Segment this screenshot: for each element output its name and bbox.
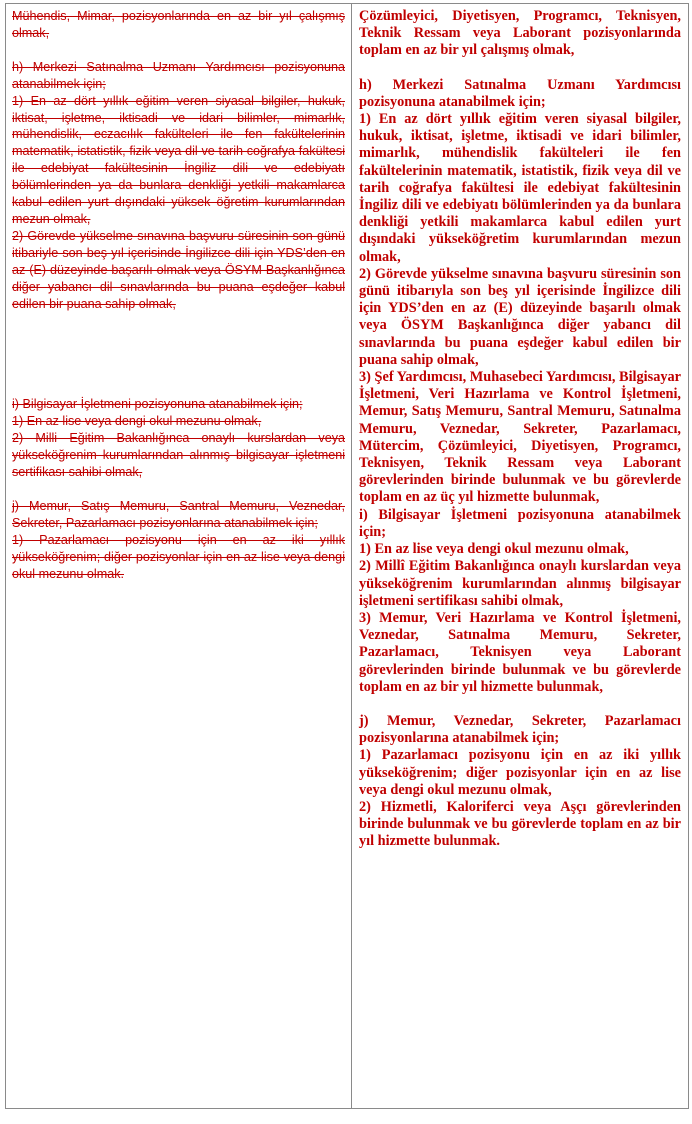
old-heading-i: i) Bilgisayar İşletmeni pozisyonuna atanabilmek için; [12, 397, 303, 412]
old-heading-j: j) Memur, Satış Memuru, Santral Memuru, Veznedar, Sekreter, Pazarlamacı pozisyonlarına atanabilmek için; [12, 498, 345, 530]
new-item-j2: 2) Hizmetli, Kaloriferci veya Aşçı görevlerinden birinde bulunmak ve bu görevlerde toplam en az bir yıl hizmette bulunmak. [359, 798, 681, 850]
new-heading-h: h) Merkezi Satınalma Uzmanı Yardımcısı pozisyonuna atanabilmek için; [359, 76, 681, 110]
old-item-i2: 2) Milli Eğitim Bakanlığınca onaylı kurslardan veya yükseköğrenim kurumlarından alınmış bilgisayar işletmeni sertifikası sahibi olmak, [12, 431, 345, 480]
new-item-i2: 2) Millî Eğitim Bakanlığınca onaylı kurslardan veya yükseköğrenim kurumlarından alınmış bilgisayar işletmeni sertifikası sahibi olmak, [359, 558, 681, 609]
old-heading-h: h) Merkezi Satınalma Uzmanı Yardımcısı pozisyonuna atanabilmek için; [12, 59, 345, 91]
new-item-h2: 2) Görevde yükselme sınavına başvuru süresinin son günü itibarıyla son beş yıl içerisinde İngilizce dili için YDS’den en az (E) düzeyinde başarılı olmak veya ÖSYM Başkanlığınca diğer yabancı dil sınavlarında bu puana eşdeğer kabul edilen bir puana sahip olmak, [359, 265, 681, 368]
column-divider [351, 3, 352, 1109]
old-item-j1: 1) Pazarlamacı pozisyonu için en az iki yıllık yükseköğrenim; diğer pozisyonlar için en az lise veya dengi okul mezunu olmak. [12, 532, 345, 581]
new-paragraph-analyst: Çözümleyici, Diyetisyen, Programcı, Teknisyen, Teknik Ressam veya Laborant pozisyonlarında toplam en az bir yıl çalışmış olmak, [359, 8, 681, 59]
old-item-h2: 2) Görevde yükselme sınavına başvuru süresinin son günü itibariyle son beş yıl içerisinde İngilizce dili için YDS’den en az (E) düzeyinde başarılı olmak veya ÖSYM Başkanlığınca diğer yabancı dil sınavlarında bu puana eşdeğer kabul edilen bir puana sahip olmak, [12, 228, 345, 311]
new-item-h3: 3) Şef Yardımcısı, Muhasebeci Yardımcısı, Bilgisayar İşletmeni, Veri Hazırlama ve Kontrol İşletmeni, Memur, Satış Memuru, Santral Memuru, Satınalma Memuru, Veznedar, Sekreter, Pazarlamacı, Mütercim, Çözümleyici, Diyetisyen, Programcı, Teknisyen, Teknik Ressam veya Laborant görevlerinden birinde bulunmak ve bu görevlerde toplam en az üç yıl hizmette bulunmak, [359, 369, 681, 506]
new-item-j1: 1) Pazarlamacı pozisyonu için en az iki yıllık yükseköğrenim; diğer pozisyonlar için en az lise veya dengi okul mezunu olmak, [359, 747, 681, 798]
old-item-h1: 1) En az dört yıllık eğitim veren siyasal bilgiler, hukuk, iktisat, işletme, iktisadi ve idari bilimler, mimarlık, mühendislik, eczacılık fakülteleri ile fen fakültelerinin matematik, istatistik, fizik veya dil ve tarih coğrafya fakültesi ile edebiyat fakültesinin İngiliz dili ve edebiyatı bölümlerinden ya da bunlara denkliği yetkili makamlarca kabul edilen yurt dışındaki yüksek öğretim kurumlarından mezun olmak, [12, 93, 345, 226]
new-text-column [359, 8, 681, 851]
old-paragraph-engineer: Mühendis, Mimar, pozisyonlarında en az bir yıl çalışmış olmak, [12, 9, 345, 40]
new-item-h1: 1) En az dört yıllık eğitim veren siyasal bilgiler, hukuk, iktisat, işletme, iktisadi ve idari bilimler, mimarlık, mühendislik fakülteleri ile fen fakültelerinin matematik, istatistik, fizik veya dil ve tarih coğrafya fakültesi ile edebiyat fakültesinin İngiliz dili ve edebiyatı bölümlerinden ya da bunlara denkliği yetkili makamlarca kabul edilen yurt dışındaki yükseköğretim kurumlarından mezun olmak, [359, 111, 681, 265]
new-heading-i: i) Bilgisayar İşletmeni pozisyonuna atanabilmek için; [359, 506, 681, 540]
old-item-i1: 1) En az lise veya dengi okul mezunu olmak, [12, 414, 262, 429]
new-item-i3: 3) Memur, Veri Hazırlama ve Kontrol İşletmeni, Veznedar, Satınalma Memuru, Sekreter, Pazarlamacı, Teknisyen veya Laborant görevlerinden birinde bulunmak ve bu görevlerde toplam en az bir yıl hizmette bulunmak, [359, 609, 681, 695]
old-text-column [12, 8, 345, 582]
new-item-i1: 1) En az lise veya dengi okul mezunu olmak, [359, 541, 629, 558]
new-heading-j: j) Memur, Veznedar, Sekreter, Pazarlamacı pozisyonlarına atanabilmek için; [359, 712, 681, 747]
